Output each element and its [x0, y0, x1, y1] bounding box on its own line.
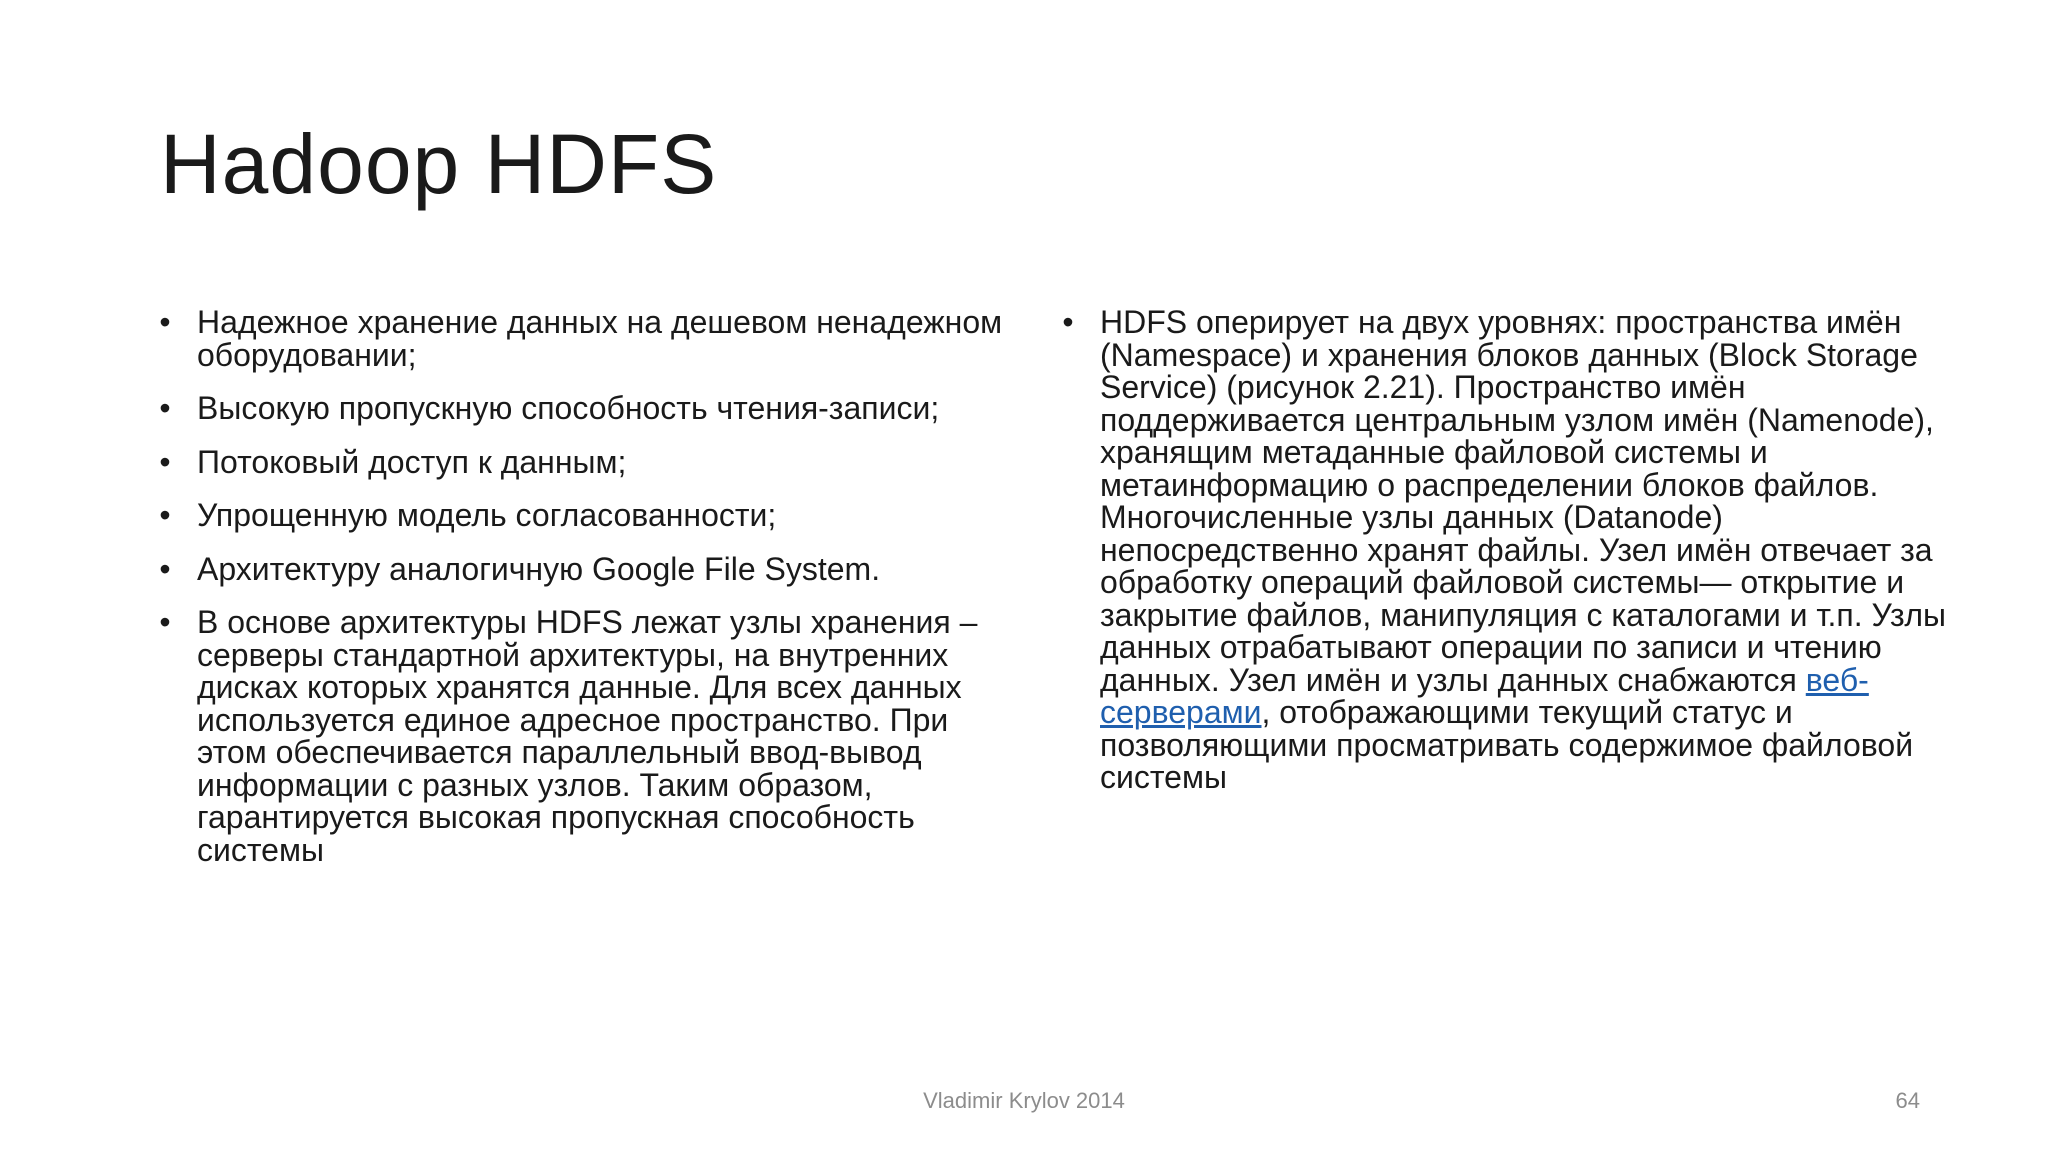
- web-servers-link[interactable]: веб-серверами: [1100, 661, 1869, 730]
- text-before-link: HDFS оперирует на двух уровнях: пространства имён (Namespace) и хранения блоков данных (Block Storage Service) (рисунок 2.21). Пространство имён поддерживается центральным узлом имён (Namenode), хранящим метаданные файловой системы и метаинформацию о распределении блоков файлов. Многочисленные узлы данных (Datanode) непосредственно хранят файлы. Узел имён отвечает за обработку операций файловой системы— открытие и закрытие файлов, манипуляция с каталогами и т.п. Узлы данных отрабатывают операции по записи и чтению данных. Узел имён и узлы данных снабжаются: [1100, 304, 1947, 698]
- left-bullet-item: [155, 392, 1015, 425]
- bullet-icon: •: [159, 497, 171, 533]
- bullet-text: [1100, 306, 1968, 794]
- left-bullet-item: [155, 306, 1015, 371]
- bullet-text: Архитектуру аналогичную Google File System.: [197, 550, 881, 587]
- bullet-text: Надежное хранение данных на дешевом ненадежном оборудовании;: [197, 304, 1003, 373]
- text-after-link: , отображающими текущий статус и позволяющими просматривать содержимое файловой системы: [1100, 694, 1914, 795]
- bullet-icon: •: [159, 550, 171, 587]
- bullet-icon: •: [159, 443, 171, 480]
- bullet-text: В основе архитектуры HDFS лежат узлы хранения – серверы стандартной архитектуры, на внутренних дисках которых хранятся данные. Для всех данных используется единое адресное пространство. При этом обеспечивается параллельный ввод-вывод информации с разных узлов. Таким образом, гарантируется высокая пропускная способность системы: [197, 604, 978, 868]
- page-number: 64: [1895, 1088, 1920, 1113]
- slide-title: Hadoop HDFS: [160, 117, 718, 211]
- bullet-icon: •: [1062, 304, 1074, 340]
- bullet-icon: •: [159, 390, 171, 426]
- bullet-text: Упрощенную модель согласованности;: [197, 497, 777, 533]
- right-bullet-list: [1058, 306, 1968, 815]
- left-bullet-item: [155, 443, 1015, 480]
- right-bullet-item: [1058, 306, 1968, 794]
- bullet-icon: •: [159, 604, 171, 640]
- left-bullet-item: [155, 550, 1015, 587]
- bullet-text: Потоковый доступ к данным;: [197, 443, 627, 480]
- bullet-text: Высокую пропускную способность чтения-записи;: [197, 390, 940, 426]
- bullet-icon: •: [159, 304, 171, 340]
- left-bullet-list: [155, 306, 1015, 887]
- left-bullet-item: [155, 606, 1015, 866]
- left-bullet-item: [155, 499, 1015, 532]
- footer-author: Vladimir Krylov 2014: [923, 1088, 1125, 1113]
